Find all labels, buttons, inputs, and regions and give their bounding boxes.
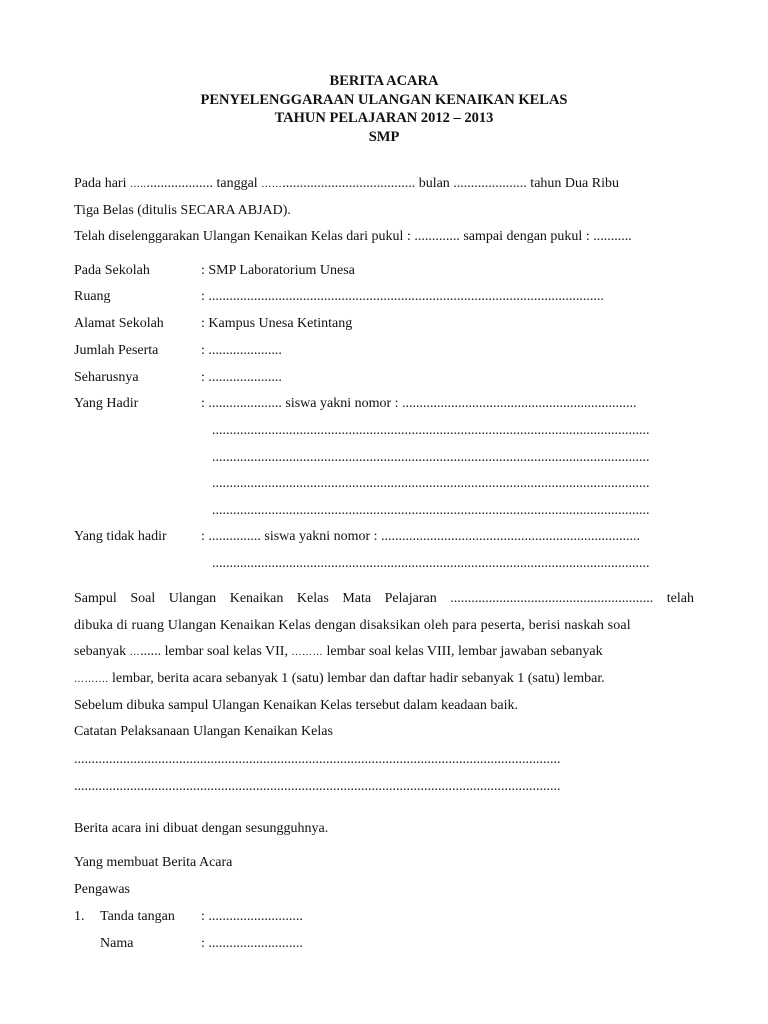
title-line-3: TAHUN PELAJARAN 2012 – 2013	[274, 110, 494, 126]
s3-text-a: sebanyak	[74, 644, 130, 659]
word: Pelajaran	[384, 591, 437, 606]
intro-line-2: Tiga Belas (ditulis SECARA ABJAD).	[74, 203, 291, 218]
tidak-hadir-label: Yang tidak hadir	[74, 529, 167, 544]
intro-line-3: Telah diselenggarakan Ulangan Kenaikan Kelas dari pukul : ............. sampai dengan pukul : ...........	[74, 229, 632, 244]
ruang-value: : .................................................................................................................	[201, 289, 604, 304]
nama-label: Nama	[100, 936, 134, 951]
body-sentence-6: Catatan Pelaksanaan Ulangan Kenaikan Kelas	[74, 724, 333, 739]
intro-dots-1: …..	[129, 179, 147, 190]
body-sentence-1	[74, 590, 694, 608]
s4-text: lembar, berita acara sebanyak 1 (satu) lembar dan daftar hadir sebanyak 1 (satu) lembar.	[108, 671, 605, 686]
word: Kelas	[296, 591, 329, 606]
intro-text-b: ................... tanggal	[146, 176, 262, 191]
tanda-tangan-label: Tanda tangan	[100, 909, 175, 924]
s4-dots: ……….	[74, 674, 109, 685]
seharusnya-label: Seharusnya	[74, 370, 139, 385]
word: Ulangan	[168, 591, 217, 606]
closing-statement: Berita acara ini dibuat dengan sesungguhnya.	[74, 821, 329, 836]
word: telah	[666, 591, 694, 606]
hadir-continuation-2: .............................................................................................................................	[212, 450, 650, 465]
sekolah-value: : SMP Laboratorium Unesa	[201, 263, 355, 278]
jumlah-peserta-value: : .....................	[201, 343, 282, 358]
title-line-1: BERITA ACARA	[329, 73, 439, 89]
signature-number: 1.	[74, 909, 85, 924]
ruang-label: Ruang	[74, 289, 111, 304]
word: Sampul	[74, 591, 117, 606]
s3-dots-2: ………	[291, 647, 323, 658]
intro-dots-2: ……	[261, 179, 283, 190]
word: ..........................................................	[450, 591, 654, 606]
hadir-continuation-1: .............................................................................................................................	[212, 423, 650, 438]
title-line-2: PENYELENGGARAAN ULANGAN KENAIKAN KELAS	[200, 91, 568, 108]
alamat-value: : Kampus Unesa Ketintang	[201, 316, 353, 331]
word: Mata	[342, 591, 372, 606]
s3-text-c: lembar soal kelas VIII, lembar jawaban sebanyak	[322, 644, 603, 659]
word: Soal	[130, 591, 156, 606]
intro-text-a: Pada hari	[74, 176, 130, 191]
hadir-continuation-3: .............................................................................................................................	[212, 476, 650, 491]
title-line-4: SMP	[368, 128, 400, 145]
word: Kenaikan	[229, 591, 284, 606]
document-title	[0, 72, 768, 146]
nama-value: : ...........................	[201, 936, 303, 951]
seharusnya-value: : .....................	[201, 370, 282, 385]
notes-line-2: ...........................................................................................................................................	[74, 779, 561, 794]
s3-text-b: ...... lembar soal kelas VII,	[140, 644, 292, 659]
jumlah-peserta-label: Jumlah Peserta	[74, 343, 159, 358]
body-sentence-4	[74, 670, 605, 689]
body-sentence-3	[74, 643, 603, 662]
notes-line-1: ...........................................................................................................................................	[74, 752, 561, 767]
body-sentence-5: Sebelum dibuka sampul Ulangan Kenaikan Kelas tersebut dalam keadaan baik.	[74, 698, 518, 713]
s3-dots-1: …	[129, 647, 141, 658]
hadir-label: Yang Hadir	[74, 396, 139, 411]
tidak-hadir-value: : ............... siswa yakni nomor : ..........................................................................	[201, 529, 641, 544]
intro-line-1	[74, 175, 619, 194]
body-sentence-2: dibuka di ruang Ulangan Kenaikan Kelas dengan disaksikan oleh para peserta, berisi naskah soal	[74, 618, 631, 633]
alamat-label: Alamat Sekolah	[74, 316, 164, 331]
tanda-tangan-value: : ...........................	[201, 909, 303, 924]
hadir-value: : ..................... siswa yakni nomor : ...................................................................	[201, 396, 637, 411]
maker-label: Yang membuat Berita Acara	[74, 855, 233, 870]
sekolah-label: Pada Sekolah	[74, 263, 150, 278]
hadir-continuation-4: .............................................................................................................................	[212, 503, 650, 518]
tidak-hadir-continuation-1: .............................................................................................................................	[212, 556, 650, 571]
pengawas-label: Pengawas	[74, 882, 130, 897]
intro-text-c: ...................................... bulan ..................... tahun Dua Ribu	[282, 176, 619, 191]
